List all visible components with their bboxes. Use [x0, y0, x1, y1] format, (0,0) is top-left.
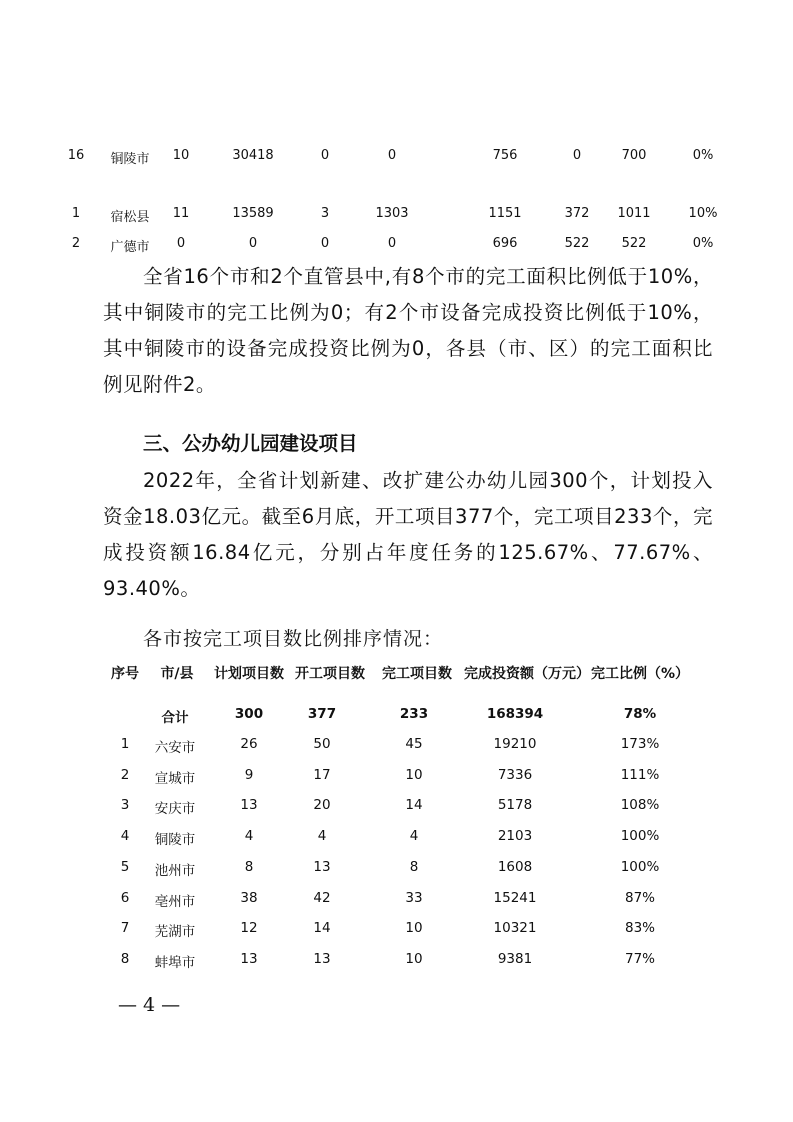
table-cell: 12 — [240, 920, 258, 937]
table-cell: 0 — [320, 236, 330, 251]
table-cell: 宣城市 — [154, 770, 196, 787]
table-cell: 4 — [409, 828, 419, 845]
table-cell: 100% — [620, 858, 660, 875]
table-cell: 池州市 — [154, 862, 196, 879]
table-cell: 0 — [387, 148, 397, 163]
table-cell: 42 — [313, 889, 331, 906]
table-cell: 13 — [240, 950, 258, 967]
table-cell: 铜陵市 — [154, 832, 196, 849]
table-cell: 10 — [405, 950, 423, 967]
table-row — [0, 951, 793, 971]
table-cell: 安庆市 — [154, 801, 196, 818]
column-header: 计划项目数 — [214, 666, 284, 682]
table-cell: 78% — [623, 706, 657, 722]
table-cell: 756 — [492, 148, 518, 163]
table-cell: 233 — [399, 706, 429, 722]
table-cell: 1608 — [497, 858, 533, 875]
table-cell: 3 — [120, 797, 130, 814]
table-row — [0, 828, 793, 848]
table-cell: 6 — [120, 889, 130, 906]
table-cell: 合计 — [161, 710, 189, 726]
table-cell: 15241 — [493, 889, 537, 906]
table-cell: 1011 — [617, 206, 651, 221]
table-cell: 100% — [620, 828, 660, 845]
table-cell: 14 — [313, 920, 331, 937]
table-cell: 77% — [624, 950, 656, 967]
table-cell: 696 — [492, 236, 518, 251]
table-cell: 0 — [176, 236, 186, 251]
table-cell: 45 — [405, 736, 423, 752]
table-cell: 14 — [405, 797, 423, 814]
page-number: — 4 — — [118, 994, 181, 1016]
table-cell: 13 — [313, 858, 331, 875]
column-header: 序号 — [111, 666, 139, 682]
column-header: 完成投资额（万元） — [464, 666, 590, 682]
table-cell: 铜陵市 — [110, 152, 150, 167]
table-cell: 0 — [320, 148, 330, 163]
table-row — [0, 920, 793, 940]
table-row — [0, 148, 793, 168]
table-cell: 173% — [620, 736, 660, 752]
column-header: 开工项目数 — [295, 666, 365, 682]
table-row — [0, 767, 793, 787]
table-cell: 8 — [244, 858, 254, 875]
table-cell: 33 — [405, 889, 423, 906]
table-cell: 20 — [313, 797, 331, 814]
paragraph-kindergarten-progress: 2022年，全省计划新建、改扩建公办幼儿园300个，计划投入资金18.03亿元。截至6月底，开工项目377个，完工项目233个，完成投资额16.84亿元，分别占年度任务的125.67%、77.67%、93.40%。 — [103, 469, 713, 600]
table-total-row — [0, 706, 793, 726]
table-cell: 1151 — [488, 206, 522, 221]
paragraph-summary-completion: 全省16个市和2个直管县中,有8个市的完工面积比例低于10%，其中铜陵市的完工比例为0；有2个市设备完成投资比例低于10%，其中铜陵市的设备完成投资比例为0，各县（市、区）的完工面积比例见附件2。 — [103, 265, 713, 396]
table-cell: 5 — [120, 858, 130, 875]
table-header — [0, 663, 793, 683]
table-cell: 六安市 — [154, 740, 196, 756]
table-cell: 38 — [240, 889, 258, 906]
table-cell: 83% — [624, 920, 656, 937]
table-cell: 0 — [248, 236, 258, 251]
table-cell: 10 — [405, 920, 423, 937]
table-cell: 0 — [572, 148, 582, 163]
table-cell: 4 — [317, 828, 327, 845]
table-cell: 芜湖市 — [154, 924, 196, 941]
table-cell: 26 — [240, 736, 258, 752]
table-cell: 372 — [564, 206, 590, 221]
table-cell: 9 — [244, 766, 254, 783]
table-cell: 5178 — [497, 797, 533, 814]
table-cell: 0 — [387, 236, 397, 251]
table-cell: 19210 — [493, 736, 537, 752]
table-cell: 宿松县 — [110, 210, 150, 225]
table-cell: 0% — [692, 148, 714, 163]
table-cell: 87% — [624, 889, 656, 906]
table-cell: 1 — [71, 206, 81, 221]
table-cell: 16 — [67, 148, 85, 163]
table-cell: 11 — [172, 206, 190, 221]
table-cell: 10 — [405, 766, 423, 783]
table-cell: 13 — [313, 950, 331, 967]
table-cell: 1 — [120, 736, 130, 752]
table-cell: 8 — [120, 950, 130, 967]
table-caption: 各市按完工项目数比例排序情况： — [143, 628, 444, 650]
table-cell: 7336 — [497, 766, 533, 783]
table-cell: 10% — [688, 206, 718, 221]
column-header: 完工项目数 — [382, 666, 452, 682]
table-cell: 108% — [620, 797, 660, 814]
table-row — [0, 797, 793, 817]
table-cell: 1303 — [375, 206, 409, 221]
table-cell: 7 — [120, 920, 130, 937]
table-cell: 4 — [244, 828, 254, 845]
table-cell: 17 — [313, 766, 331, 783]
column-header: 市/县 — [160, 666, 194, 682]
table-cell: 2 — [71, 236, 81, 251]
table-row — [0, 859, 793, 879]
table-cell: 13 — [240, 797, 258, 814]
table-cell: 522 — [621, 236, 647, 251]
table-cell: 3 — [320, 206, 330, 221]
table-cell: 50 — [313, 736, 331, 752]
table-cell: 111% — [620, 766, 660, 783]
table-row — [0, 736, 793, 756]
table-cell: 2 — [120, 766, 130, 783]
table-cell: 亳州市 — [154, 893, 196, 910]
table-cell: 10321 — [493, 920, 537, 937]
table-cell: 10 — [172, 148, 190, 163]
table-row — [0, 206, 793, 226]
section-heading: 三、公办幼儿园建设项目 — [143, 432, 358, 455]
table-cell: 700 — [621, 148, 647, 163]
table-cell: 0% — [692, 236, 714, 251]
table-cell: 广德市 — [110, 240, 150, 255]
table-cell: 30418 — [232, 148, 274, 163]
table-cell: 168394 — [486, 706, 544, 722]
table-row — [0, 236, 793, 256]
table-cell: 13589 — [232, 206, 274, 221]
table-cell: 522 — [564, 236, 590, 251]
table-cell: 9381 — [497, 950, 533, 967]
table-cell: 377 — [307, 706, 337, 722]
table-cell: 300 — [234, 706, 264, 722]
column-header: 完工比例（%） — [590, 666, 690, 682]
table-cell: 8 — [409, 858, 419, 875]
table-cell: 4 — [120, 828, 130, 845]
table-row — [0, 890, 793, 910]
table-cell: 2103 — [497, 828, 533, 845]
table-cell: 蚌埠市 — [154, 954, 196, 971]
